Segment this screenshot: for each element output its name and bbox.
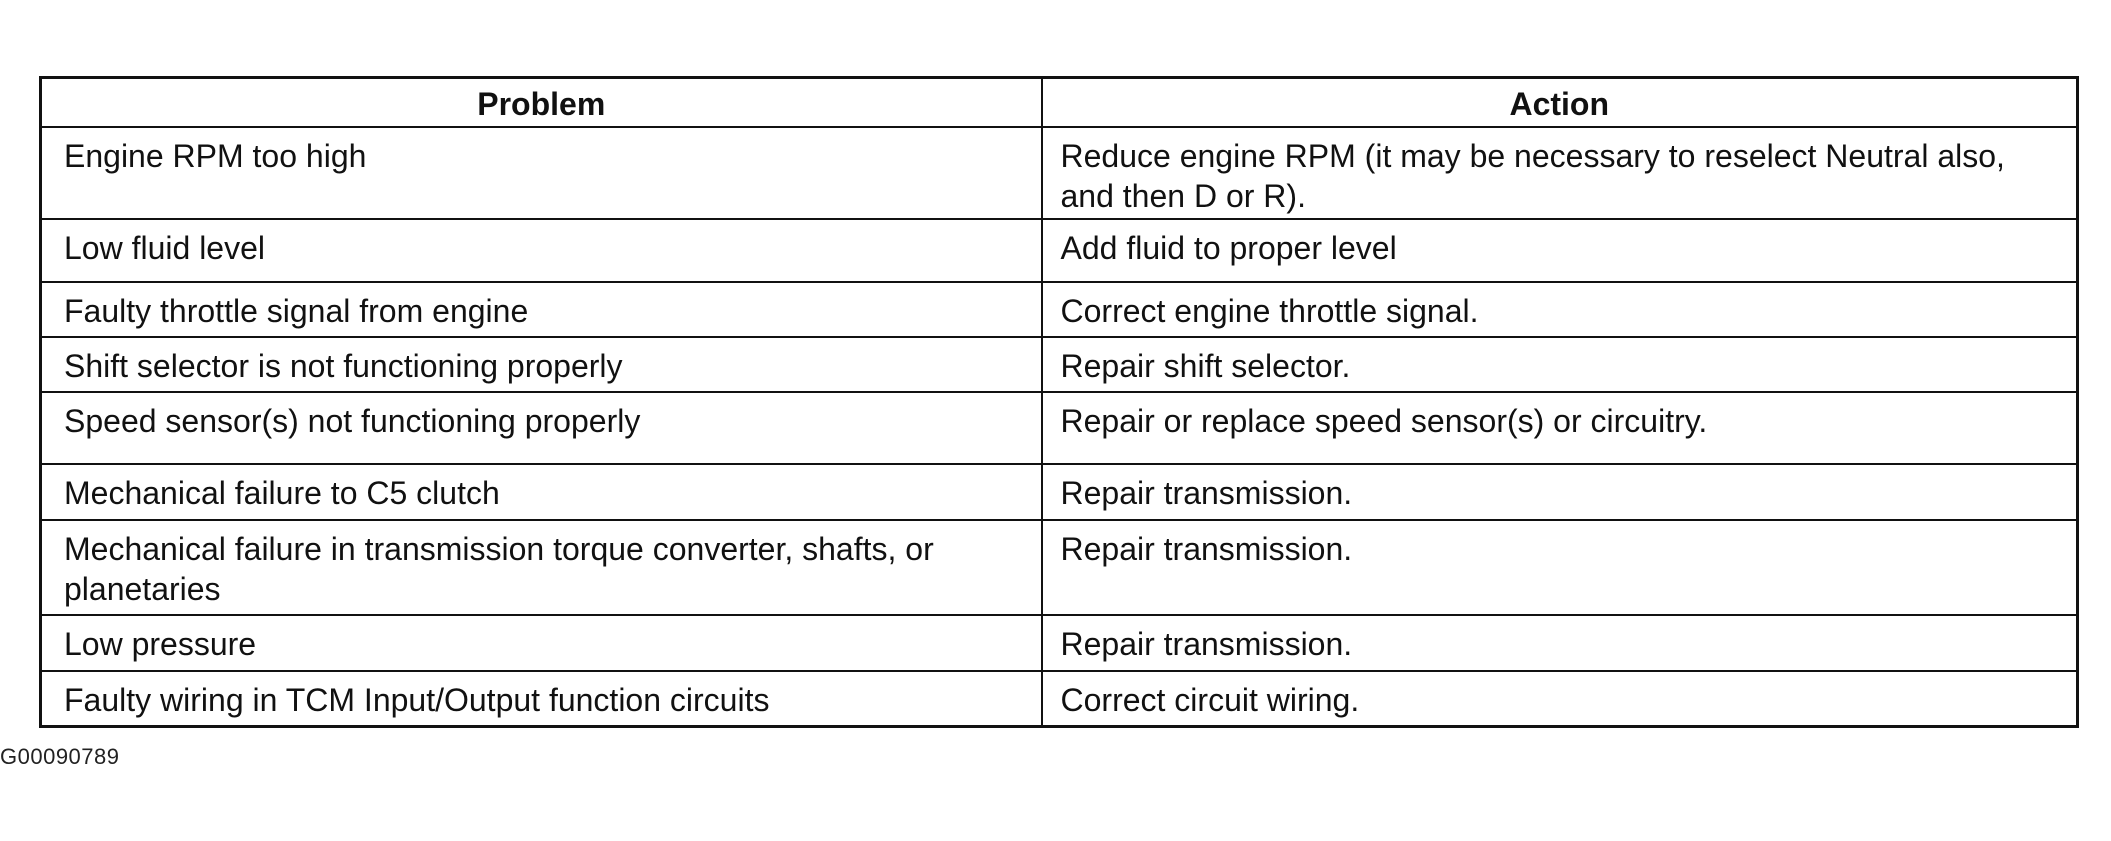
problem-cell: Mechanical failure to C5 clutch xyxy=(41,464,1042,520)
column-header-action: Action xyxy=(1042,78,2078,127)
problem-cell: Mechanical failure in transmission torque converter, shafts, or planetaries xyxy=(41,520,1042,615)
table-row xyxy=(41,219,2078,282)
figure-code: G00090789 xyxy=(0,744,120,769)
action-cell: Repair shift selector. xyxy=(1042,337,2078,392)
problem-cell: Shift selector is not functioning properly xyxy=(41,337,1042,392)
action-cell: Correct engine throttle signal. xyxy=(1042,282,2078,337)
troubleshooting-table xyxy=(39,76,2079,728)
table-row xyxy=(41,337,2078,392)
problem-cell: Low fluid level xyxy=(41,219,1042,282)
table-row xyxy=(41,671,2078,727)
table-row xyxy=(41,127,2078,219)
table-row xyxy=(41,464,2078,520)
action-cell: Repair transmission. xyxy=(1042,464,2078,520)
action-cell: Add fluid to proper level xyxy=(1042,219,2078,282)
problem-cell: Faulty wiring in TCM Input/Output function circuits xyxy=(41,671,1042,727)
table-header-row xyxy=(41,78,2078,127)
table-row xyxy=(41,282,2078,337)
action-cell: Repair transmission. xyxy=(1042,615,2078,671)
problem-cell: Low pressure xyxy=(41,615,1042,671)
action-cell: Repair transmission. xyxy=(1042,520,2078,615)
action-cell: Reduce engine RPM (it may be necessary to reselect Neutral also, and then D or R). xyxy=(1042,127,2078,219)
problem-cell: Faulty throttle signal from engine xyxy=(41,282,1042,337)
table-row xyxy=(41,615,2078,671)
column-header-problem: Problem xyxy=(41,78,1042,127)
table-row xyxy=(41,520,2078,615)
problem-cell: Engine RPM too high xyxy=(41,127,1042,219)
table-row xyxy=(41,392,2078,464)
action-cell: Repair or replace speed sensor(s) or circuitry. xyxy=(1042,392,2078,464)
problem-cell: Speed sensor(s) not functioning properly xyxy=(41,392,1042,464)
action-cell: Correct circuit wiring. xyxy=(1042,671,2078,727)
